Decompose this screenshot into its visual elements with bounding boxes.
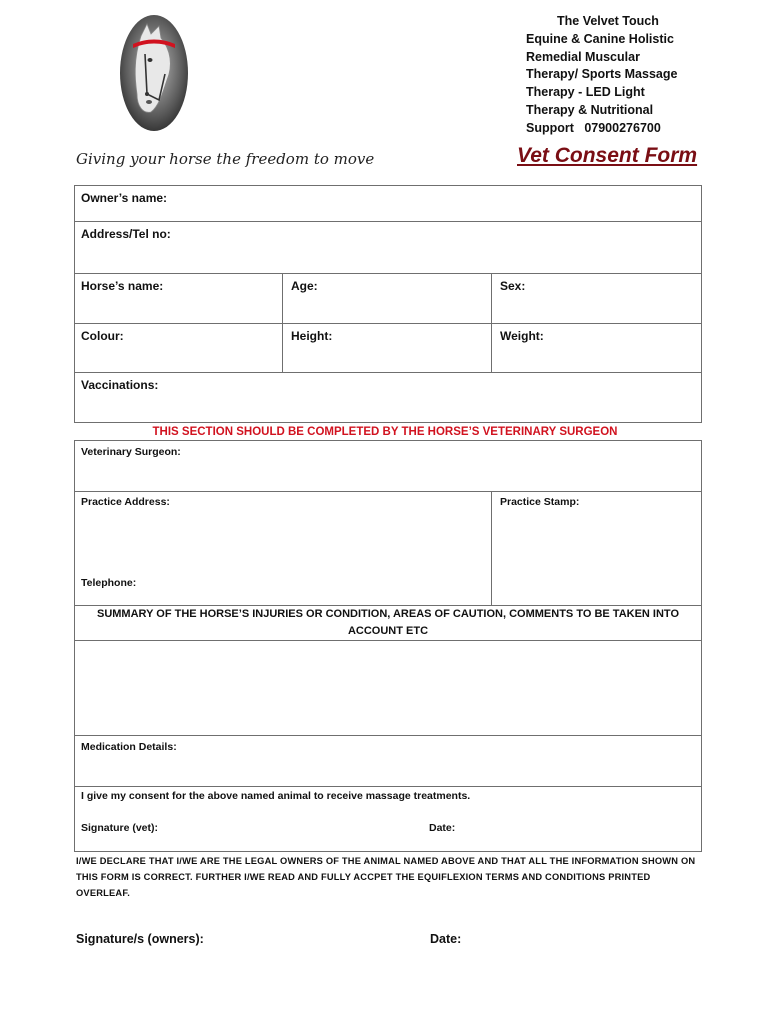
business-line: The Velvet Touch: [557, 14, 659, 28]
horse-logo: [119, 14, 189, 132]
consent-section: [74, 786, 702, 852]
vaccinations-label: Vaccinations:: [81, 378, 159, 392]
practice-address-label: Practice Address:: [81, 496, 170, 508]
signature-owners-label: Signature/s (owners):: [76, 932, 204, 946]
owners-name-field[interactable]: [74, 185, 702, 222]
sex-label: Sex:: [500, 279, 526, 293]
colour-label: Colour:: [81, 329, 124, 343]
signature-vet-label: Signature (vet):: [81, 822, 159, 834]
business-line: Therapy - LED Light: [526, 85, 645, 100]
form-title: Vet Consent Form: [517, 144, 698, 167]
business-line: Support 07900276700: [526, 120, 661, 135]
summary-field[interactable]: [74, 640, 702, 736]
weight-label: Weight:: [500, 329, 544, 343]
column-divider: [491, 491, 492, 606]
business-line: Therapy & Nutritional: [526, 102, 654, 117]
height-label: Height:: [291, 329, 333, 343]
telephone-label: Telephone:: [81, 577, 137, 589]
business-info: [526, 13, 716, 138]
summary-heading: SUMMARY OF THE HORSE’S INJURIES OR CONDITION, AREAS OF CAUTION, COMMENTS TO BE TAKEN INTO ACCOUNT ETC: [96, 608, 679, 637]
business-line: Therapy/ Sports Massage: [526, 67, 678, 82]
owners-name-label: Owner’s name:: [81, 191, 168, 205]
declaration-text: I/WE DECLARE THAT I/WE ARE THE LEGAL OWNERS OF THE ANIMAL NAMED ABOVE AND THAT ALL THE INFORMATION SHOWN ON THIS FORM IS CORRECT. FURTHER I/WE READ AND FULLY ACCPET THE EQUIFLEXION TERMS AND CONDITIONS PRINTED OVERLEAF.: [76, 856, 696, 898]
consent-text: I give my consent for the above named animal to receive massage treatments.: [81, 790, 471, 802]
tagline: Giving your horse the freedom to move: [76, 150, 375, 168]
practice-stamp-label: Practice Stamp:: [500, 496, 580, 508]
date-vet-label: Date:: [429, 822, 456, 834]
vet-surgeon-field[interactable]: [74, 440, 702, 492]
medication-label: Medication Details:: [81, 741, 177, 753]
age-label: Age:: [291, 279, 318, 293]
address-label: Address/Tel no:: [81, 227, 171, 241]
horse-details-row: [74, 273, 702, 324]
address-field[interactable]: [74, 221, 702, 274]
horse-measurements-row: [74, 323, 702, 373]
business-line: Equine & Canine Holistic: [526, 31, 674, 46]
practice-section: [74, 491, 702, 606]
horse-name-label: Horse’s name:: [81, 279, 164, 293]
vet-section-heading: THIS SECTION SHOULD BE COMPLETED BY THE HORSE’S VETERINARY SURGEON: [152, 426, 618, 438]
vaccinations-field[interactable]: [74, 372, 702, 423]
medication-field[interactable]: [74, 735, 702, 787]
vet-surgeon-label: Veterinary Surgeon:: [81, 446, 181, 458]
date-owners-label: Date:: [430, 932, 462, 946]
business-line: Remedial Muscular: [526, 49, 640, 64]
